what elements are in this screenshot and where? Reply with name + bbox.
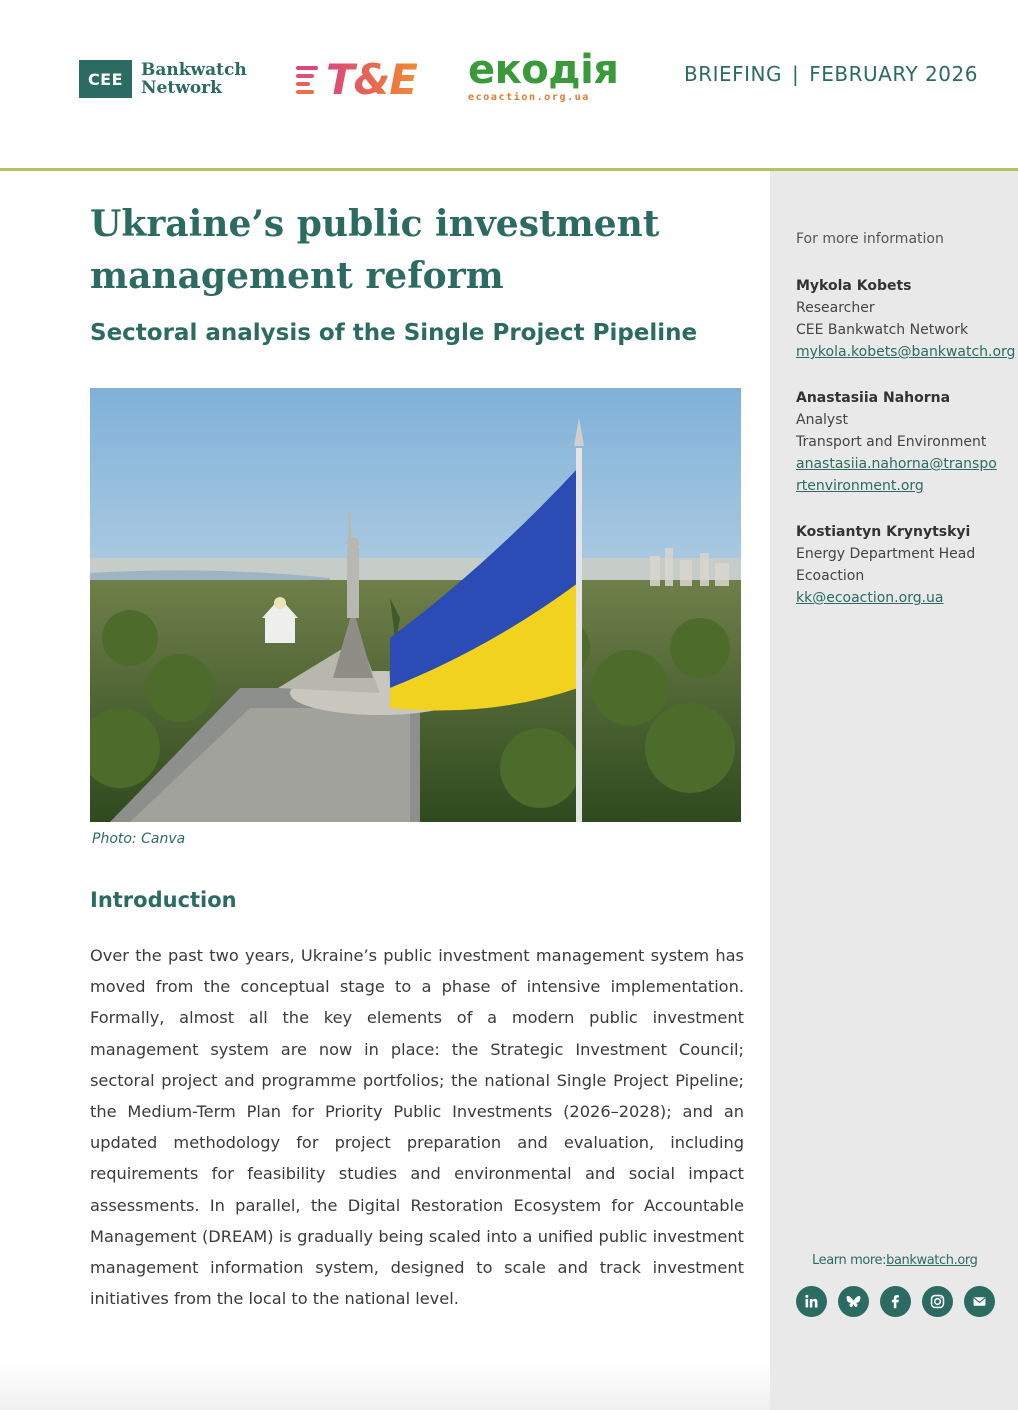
contact-email-link[interactable]: kk@ecoaction.org.ua <box>796 590 944 606</box>
introduction-paragraph: Over the past two years, Ukraine’s public investment management system has moved from the conceptual stage to a phase of intensive implementation. Formally, almost all the key elements of a modern public investment management system are now in place: the Strategic Investment Council; sectoral project and programme portfolios; the national Single Project Pipeline; the Medium-Term Plan for Priority Public Investments (2026–2028); and an updated methodology for project preparation and evaluation, including requirements for feasibility studies and environmental and social impact assessments. In parallel, the Digital Restoration Ecosystem for Accountable Management (DREAM) is gradually being scaled into a unified public investment management information system, designed to scale and track investment initiatives from the local to the national level. <box>90 946 744 1309</box>
document-type: BRIEFING <box>684 62 783 86</box>
email-icon[interactable] <box>964 1286 995 1317</box>
document-date: FEBRUARY 2026 <box>809 62 978 86</box>
contact-email-link[interactable]: anastasiia.nahorna@transportenvironment.org <box>796 456 997 494</box>
ecoaction-logo[interactable] <box>468 47 619 103</box>
contact-org: Ecoaction <box>796 568 865 584</box>
learn-more <box>812 1253 977 1268</box>
contact-card <box>796 521 1018 609</box>
cover-photo <box>90 388 741 822</box>
contact-org: CEE Bankwatch Network <box>796 322 969 338</box>
page-title: Ukraine’s public investment management reform <box>90 203 660 297</box>
contact-email-link[interactable]: mykola.kobets@bankwatch.org <box>796 344 1016 360</box>
kyiv-motherland-flag-illustration <box>90 388 741 822</box>
social-links <box>796 1286 1006 1317</box>
contact-role: Researcher <box>796 300 875 316</box>
contact-card <box>796 387 1018 497</box>
meta-separator: | <box>792 62 800 86</box>
contact-name: Mykola Kobets <box>796 278 912 294</box>
facebook-icon[interactable] <box>880 1286 911 1317</box>
cee-bankwatch-logo[interactable] <box>79 60 247 98</box>
contact-role: Analyst <box>796 412 848 428</box>
learn-more-link[interactable]: bankwatch.org <box>886 1253 978 1268</box>
ecoaction-logo-word: екодія <box>468 47 619 93</box>
page-bottom-shade <box>0 1360 770 1410</box>
cee-logo-line2: Network <box>141 78 222 98</box>
cee-logo-box: CEE <box>79 60 132 98</box>
contact-role: Energy Department Head <box>796 546 976 562</box>
cee-logo-text <box>141 61 247 97</box>
contact-sidebar <box>770 171 1018 1410</box>
contact-name: Anastasiia Nahorna <box>796 390 951 406</box>
bluesky-icon[interactable] <box>838 1286 869 1317</box>
page-header <box>0 0 1018 170</box>
contact-name: Kostiantyn Krynytskyi <box>796 524 971 540</box>
te-logo-lines-icon <box>296 60 320 100</box>
document-meta <box>684 62 978 86</box>
ecoaction-logo-url: ecoaction.org.ua <box>468 92 590 103</box>
cee-logo-line1: Bankwatch <box>141 60 247 80</box>
learn-more-label: Learn more: <box>812 1253 887 1268</box>
contact-org: Transport and Environment <box>796 434 987 450</box>
introduction-heading: Introduction <box>90 888 237 912</box>
te-logo-text: T&E <box>326 55 417 104</box>
contact-card <box>796 275 1018 363</box>
instagram-icon[interactable] <box>922 1286 953 1317</box>
sidebar-intro: For more information <box>796 231 944 247</box>
photo-caption: Photo: Canva <box>92 831 186 847</box>
page-subtitle: Sectoral analysis of the Single Project Pipeline <box>90 320 698 346</box>
linkedin-icon[interactable] <box>796 1286 827 1317</box>
te-logo[interactable] <box>296 55 417 104</box>
